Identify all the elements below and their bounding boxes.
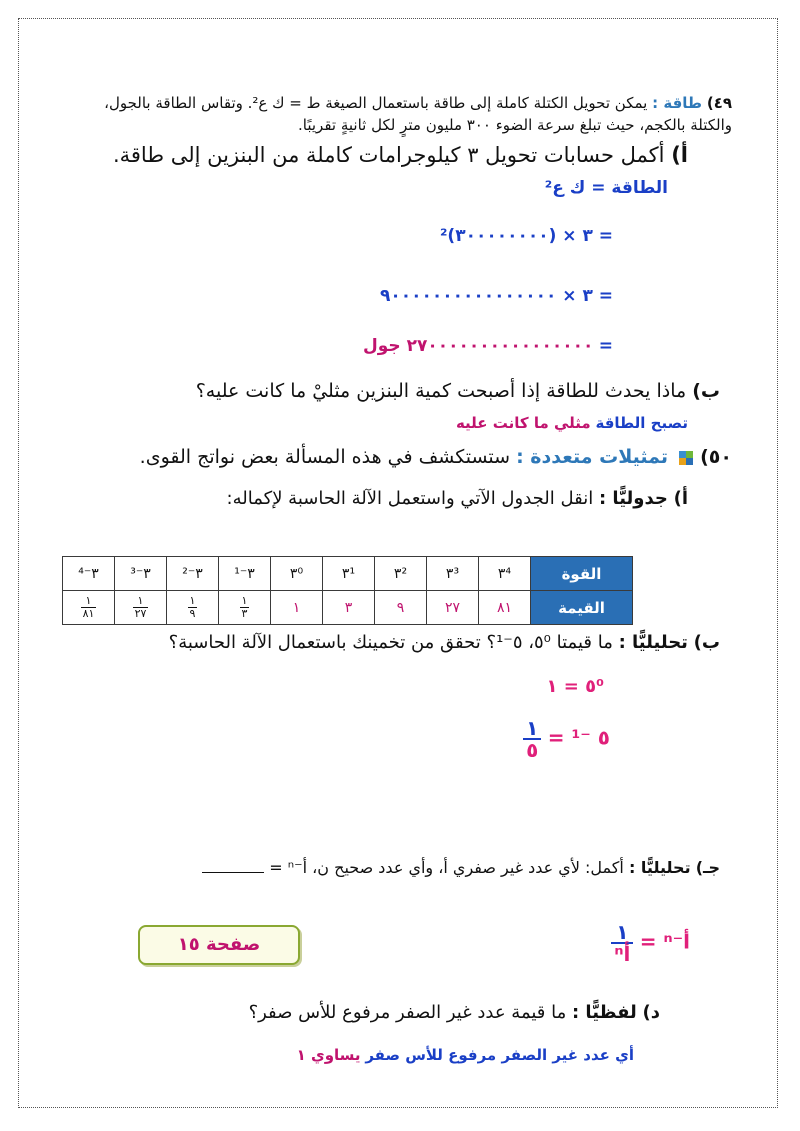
power-cell: ٣⁻⁴: [63, 557, 115, 591]
fraction: $\frac{١}{٥}$: [523, 718, 541, 760]
part-a-prompt: [227, 488, 688, 509]
value-cell: [167, 591, 219, 625]
fraction: $\frac{١}{٢٧}$: [134, 594, 147, 620]
part-keyword: لفظيًّا :: [571, 1002, 637, 1023]
page-reference-badge: صفحة ١٥: [138, 925, 300, 965]
calc-step-3: [363, 336, 613, 356]
question-text: ستستكشف في هذه المسألة بعض نواتج القوى.: [139, 446, 511, 468]
question-number: ٥٠): [700, 446, 732, 468]
value-cell: ١: [271, 591, 323, 625]
power-cell: ٣⁻³: [115, 557, 167, 591]
part-letter: ب): [693, 632, 720, 653]
part-a-prompt: [113, 143, 688, 167]
part-text: أكمل: لأي عدد غير صفري أ، وأي عدد صحيح ن، أ⁻ⁿ =: [269, 858, 624, 877]
value-cell: ٣: [323, 591, 375, 625]
fraction: $\frac{١}{٨١}$: [82, 594, 95, 620]
value-cell: [115, 591, 167, 625]
value-cell: ٩: [375, 591, 427, 625]
part-c-prompt: [202, 858, 720, 877]
part-letter: جـ): [695, 858, 720, 877]
question-text-line2: والكتلة بالكجم، حيث تبلغ سرعة الضوء ٣٠٠ مليون مترٍ لكل ثانيةٍ تقريبًا.: [298, 116, 732, 134]
question-50-intro: [140, 446, 732, 468]
power-cell: ٣⁻²: [167, 557, 219, 591]
question-keyword: تمثيلات متعددة :: [516, 446, 669, 468]
part-keyword: جدوليًّا :: [598, 488, 668, 509]
part-keyword: تحليليًّا :: [628, 858, 691, 877]
power-cell: ٣³: [427, 557, 479, 591]
answer-negative-power: [523, 718, 610, 760]
calc-step-1: = ٣ × (٣٠٠٠٠٠٠٠٠)²: [439, 226, 613, 246]
energy-result: ٢٧٠٠٠٠٠٠٠٠٠٠٠٠٠٠٠٠ جول: [362, 336, 594, 356]
fraction: $\frac{١}{٣}$: [241, 594, 248, 620]
part-text: ماذا يحدث للطاقة إذا أصبحت كمية البنزين مثليْ ما كانت عليه؟: [195, 380, 687, 402]
part-b-prompt: [169, 632, 720, 653]
fraction: $\frac{١}{٩}$: [189, 594, 196, 620]
part-letter: ب): [692, 380, 720, 402]
part-d-prompt: [249, 1002, 660, 1023]
question-text-line1: يمكن تحويل الكتلة كاملة إلى طاقة باستعمال الصيغة ط = ك ع². وتقاس الطاقة بالجول،: [104, 94, 648, 112]
calc-step-2: = ٣ × ٩٠٠٠٠٠٠٠٠٠٠٠٠٠٠٠٠: [379, 286, 613, 306]
part-letter: د): [642, 1002, 660, 1023]
part-letter: أ): [671, 143, 688, 167]
answer-post: مثلي ما كانت عليه: [455, 414, 591, 432]
question-number: ٤٩): [706, 94, 732, 112]
value-cell: ٢٧: [427, 591, 479, 625]
power-cell: ٣⁻¹: [219, 557, 271, 591]
part-text: ما قيمة عدد غير الصفر مرفوع للأس صفر؟: [248, 1002, 567, 1023]
power-cell: ٣⁰: [271, 557, 323, 591]
answer-general-rule: [611, 922, 690, 964]
part-text: انقل الجدول الآتي واستعمل الآلة الحاسبة لإكماله:: [226, 488, 594, 509]
part-b-answer: [456, 414, 688, 432]
answer-left: ٥ ⁻¹ =: [547, 725, 610, 750]
answer-blank: [202, 872, 264, 873]
table-row: [63, 591, 633, 625]
part-b-prompt: [196, 380, 720, 402]
question-keyword: طاقة :: [652, 94, 703, 112]
table-row: [63, 557, 633, 591]
answer-pre: أي عدد غير الصفر مرفوع للأس صفر: [365, 1046, 634, 1064]
part-letter: أ): [673, 488, 688, 509]
power-cell: ٣¹: [323, 557, 375, 591]
answer-pre: تصبح الطاقة: [595, 414, 688, 432]
answer-left: أ⁻ⁿ =: [639, 929, 690, 954]
value-cell: ٨١: [479, 591, 531, 625]
row-header-value: القيمة: [531, 591, 633, 625]
answer-post: يساوي ١: [296, 1046, 361, 1064]
power-cell: ٣²: [375, 557, 427, 591]
equals-sign: =: [598, 336, 613, 356]
energy-formula: الطاقة = ك ع²: [544, 178, 668, 198]
part-d-answer: [297, 1046, 634, 1064]
power-cell: ٣⁴: [479, 557, 531, 591]
part-text: ما قيمتا ٥⁰، ٥⁻¹؟ تحقق من تخمينك باستعمال الآلة الحاسبة؟: [168, 632, 613, 653]
value-cell: [219, 591, 271, 625]
row-header-power: القوة: [531, 557, 633, 591]
fraction: $\frac{١}{\text{أⁿ}}$: [611, 922, 633, 964]
answer-zero-power: ٥⁰ = ١: [546, 676, 604, 697]
question-49-intro: [52, 92, 732, 136]
part-keyword: تحليليًّا :: [618, 632, 688, 653]
part-text: أكمل حسابات تحويل ٣ كيلوجرامات كاملة من البنزين إلى طاقة.: [112, 143, 665, 167]
value-cell: [63, 591, 115, 625]
powers-table: [62, 556, 633, 625]
multiple-representations-icon: [678, 450, 694, 466]
